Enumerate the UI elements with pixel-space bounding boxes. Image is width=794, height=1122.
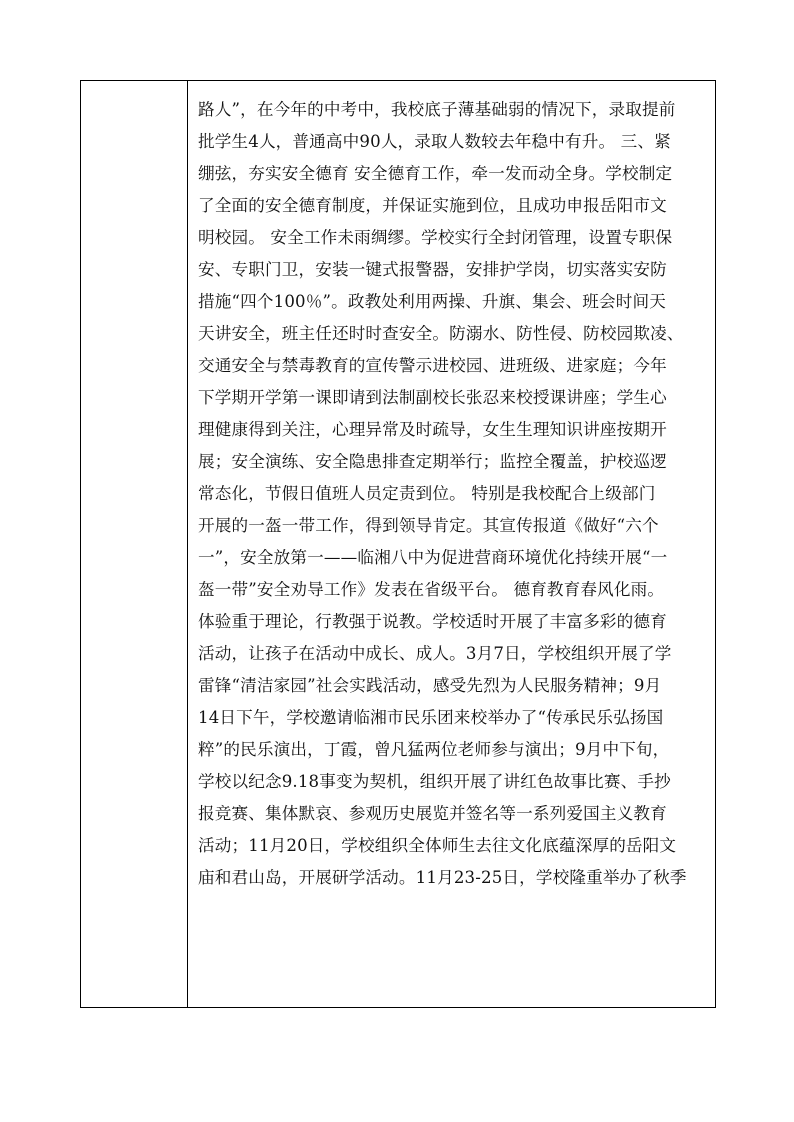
text-line: 庙和君山岛，开展研学活动。11月23-25日，学校隆重举办了秋季 xyxy=(198,868,687,887)
text-line: 体验重于理论，行教强于说教。学校适时开展了丰富多彩的德育 xyxy=(198,612,667,631)
text-line: 雷锋“清洁家园”社会实践活动，感受先烈为人民服务精神；9月 xyxy=(198,676,662,695)
text-line: 了全面的安全德育制度，并保证实施到位，且成功申报岳阳市文 xyxy=(198,196,667,215)
text-line: 盔一带”安全劝导工作》发表在省级平台。 德育教育春风化雨。 xyxy=(198,580,665,599)
text-line: 理健康得到关注，心理异常及时疏导，女生生理知识讲座按期开 xyxy=(198,420,667,439)
text-line: 活动，让孩子在活动中成长、成人。3月7日，学校组织开展了学 xyxy=(198,644,672,663)
form-table xyxy=(80,80,716,1008)
text-line: 14日下午，学校邀请临湘市民乐团来校举办了“传承民乐弘扬国 xyxy=(198,708,664,727)
text-line: 一”，安全放第一——临湘八中为促进营商环境优化持续开展“一 xyxy=(198,548,668,567)
text-line: 安、专职门卫，安装一键式报警器，安排护学岗，切实落实安防 xyxy=(198,260,667,279)
text-line: 报竞赛、集体默哀、参观历史展览并签名等一系列爱国主义教育 xyxy=(198,804,667,823)
text-line: 交通安全与禁毒教育的宣传警示进校园、进班级、进家庭；今年 xyxy=(198,356,667,375)
text-line: 批学生4人，普通高中90人，录取人数较去年稳中有升。 三、紧 xyxy=(198,132,671,151)
text-line: 粹”的民乐演出，丁霞，曾凡猛两位老师参与演出；9月中下旬， xyxy=(198,740,670,759)
text-line: 措施“四个100％”。政教处利用两操、升旗、集会、班会时间天 xyxy=(198,292,666,311)
text-line: 天讲安全，班主任还时时查安全。防溺水、防性侵、防校园欺凌、 xyxy=(198,324,684,343)
text-line: 绷弦，夯实安全德育 安全德育工作，牵一发而动全身。学校制定 xyxy=(198,164,673,183)
text-line: 展；安全演练、安全隐患排查定期举行；监控全覆盖，护校巡逻 xyxy=(198,452,667,471)
text-line: 学校以纪念9.18事变为契机，组织开展了讲红色故事比赛、手抄 xyxy=(198,772,671,791)
text-line: 明校园。 安全工作未雨绸缪。学校实行全封闭管理，设置专职保 xyxy=(198,228,673,247)
text-line: 活动；11月20日，学校组织全体师生去往文化底蕴深厚的岳阳文 xyxy=(198,836,677,855)
label-cell xyxy=(81,81,188,1007)
content-cell xyxy=(188,81,715,1007)
text-line: 开展的一盔一带工作，得到领导肯定。其宣传报道《做好“六个 xyxy=(198,516,659,535)
text-line: 常态化，节假日值班人员定责到位。 特别是我校配合上级部门 xyxy=(198,484,656,503)
text-line: 路人”，在今年的中考中，我校底子薄基础弱的情况下，录取提前 xyxy=(198,100,676,119)
text-line: 下学期开学第一课即请到法制副校长张忍来校授课讲座；学生心 xyxy=(198,388,667,407)
